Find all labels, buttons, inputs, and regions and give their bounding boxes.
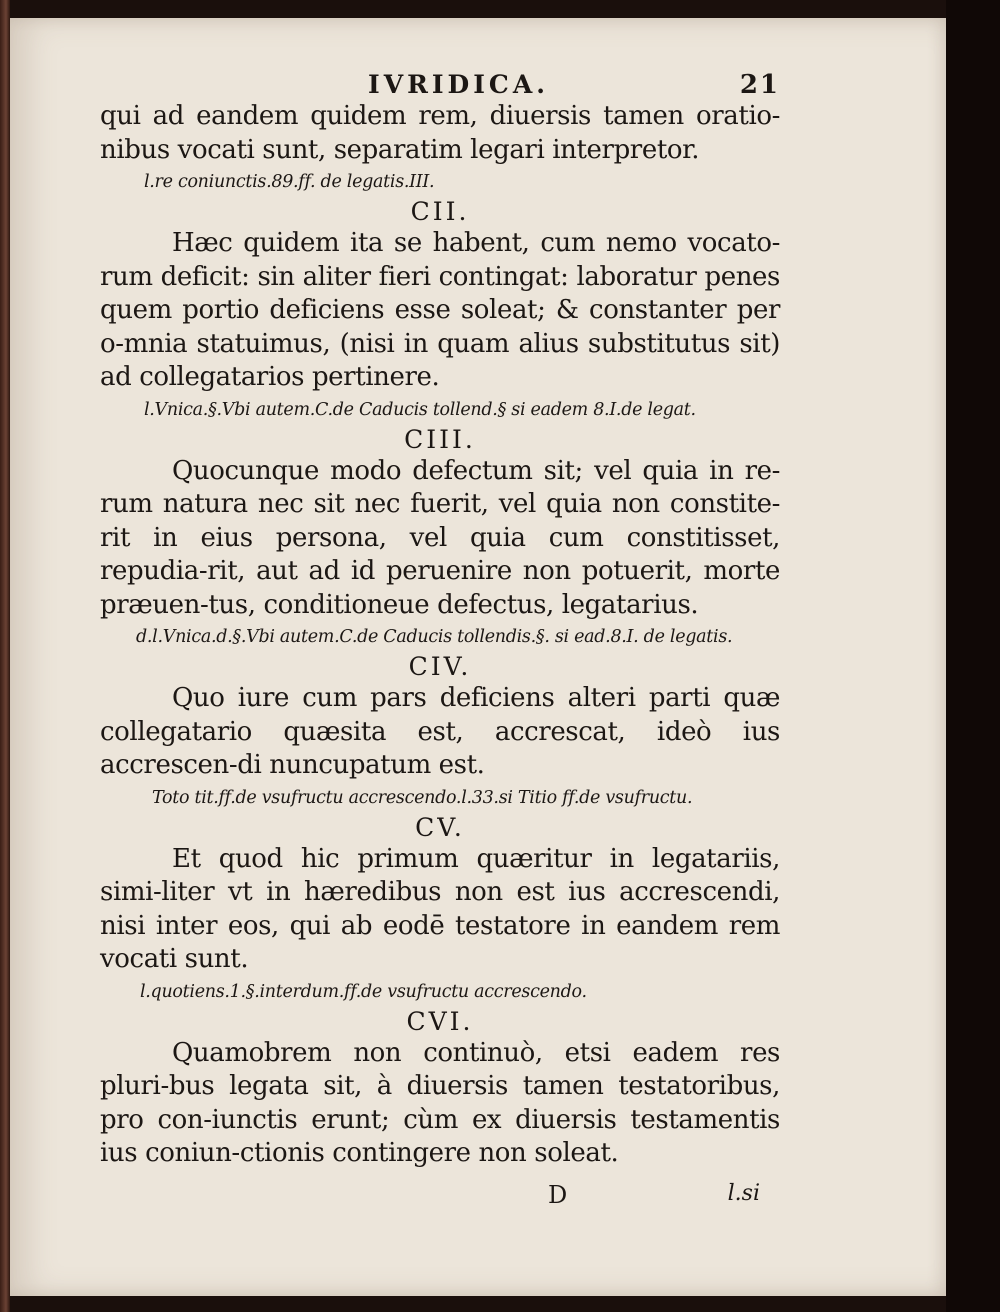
book-spine	[0, 0, 10, 1312]
paragraph: Hæc quidem ita se habent, cum nemo vocato-rum deficit: sin aliter fieri contingat: laboratur penes quem portio deficiens esse soleat; & constanter per o-mnia statuimus, (nisi in quam alius substitutus sit) ad collegatarios pertinere.	[100, 228, 780, 392]
section-number: CII.	[410, 197, 470, 226]
citation: l.Vnica.§.Vbi autem.C.de Caducis tollend.§ si eadem 8.I.de legat.	[144, 399, 696, 420]
section-number: CIII.	[404, 424, 476, 454]
paragraph-continued: qui ad eandem quidem rem, diuersis tamen oratio-nibus vocati sunt, separatim legari interpretor.	[100, 101, 780, 165]
citation: Toto tit.ff.de vsufructu accrescendo.l.33.si Titio ff.de vsufructu.	[152, 787, 693, 808]
section-number: CV.	[415, 812, 465, 842]
citation: d.l.Vnica.d.§.Vbi autem.C.de Caducis tollendis.§. si ead.8.I. de legatis.	[136, 627, 733, 647]
paragraph: Quamobrem non continuò, etsi eadem res pluri-bus legata sit, à diuersis tamen testatoribus, pro con-iunctis erunt; cùm ex diuersis testamentis ius coniun-ctionis contingere non soleat.	[100, 1037, 780, 1168]
citation: l.re coniunctis.89.ff. de legatis.III.	[144, 172, 435, 192]
paragraph: Quocunque modo defectum sit; vel quia in re-rum natura nec sit nec fuerit, vel quia non constite-rit in eius persona, vel quia cum constitisset, repudia-rit, aut ad id peruenire non potuerit, morte præuen-tus, conditioneue defectus, legatarius.	[100, 455, 780, 620]
page-number: 21	[739, 70, 780, 100]
running-head	[100, 60, 780, 100]
signature-mark: D	[548, 1180, 568, 1209]
citation: l.quotiens.1.§.interdum.ff.de vsufructu accrescendo.	[140, 981, 587, 1002]
section-number: CIV.	[408, 652, 472, 681]
catchword: l.si	[727, 1180, 760, 1206]
paragraph: Quo iure cum pars deficiens alteri parti quæ collegatario quæsita est, accrescat, ideò ius accrescen-di nuncupatum est.	[100, 683, 780, 780]
paragraph: Et quod hic primum quæritur in legatariis, simi-liter vt in hæredibus non est ius accrescendi, nisi inter eos, qui ab eodē testatore in eandem rem vocati sunt.	[100, 843, 780, 974]
text-block	[100, 60, 780, 1221]
page-footer	[100, 1181, 780, 1221]
page-edge-shadow	[946, 0, 1000, 1312]
section-number: CVI.	[406, 1006, 474, 1036]
running-head-title: IVRIDICA.	[368, 70, 549, 99]
